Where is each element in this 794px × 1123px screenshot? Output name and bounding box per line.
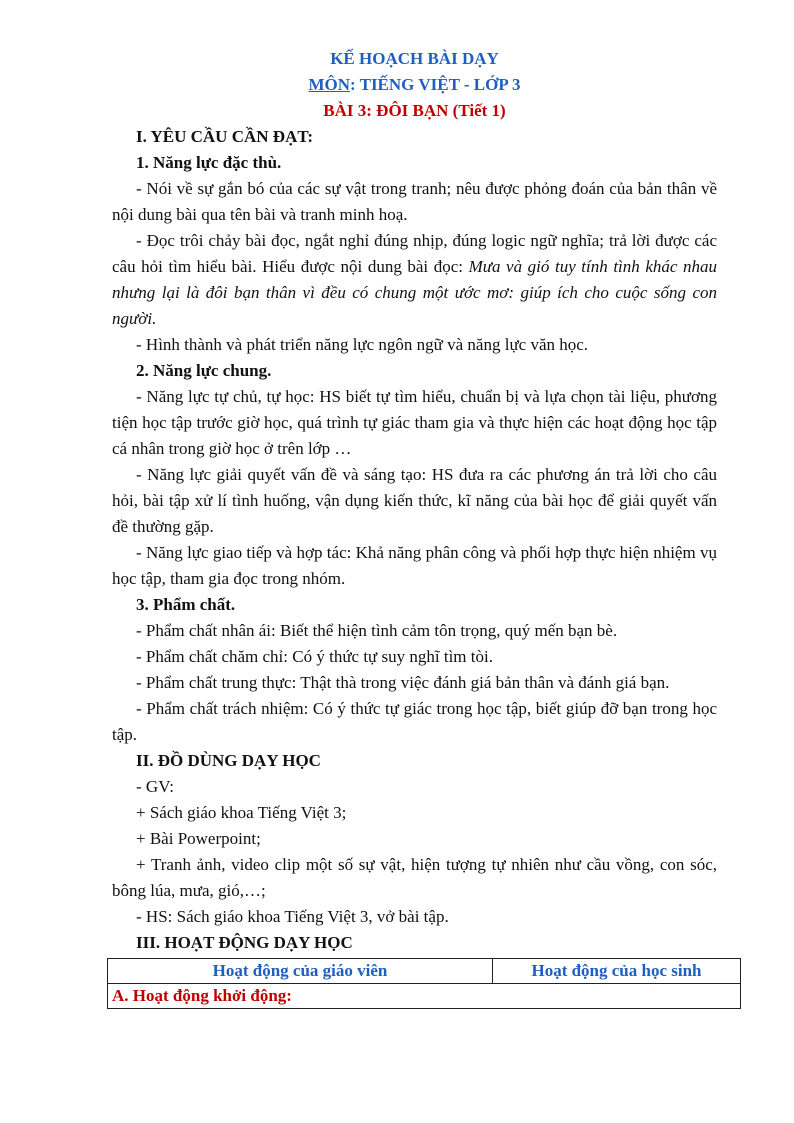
section2-heading: II. ĐỒ DÙNG DẠY HỌC: [136, 751, 321, 770]
list-item: - HS: Sách giáo khoa Tiếng Việt 3, vở bài tập.: [136, 907, 449, 926]
section1-sub1: 1. Năng lực đặc thù.: [136, 153, 282, 172]
section1-sub3: 3. Phẩm chất.: [136, 595, 236, 614]
paragraph: - Năng lực tự chủ, tự học: HS biết tự tìm hiểu, chuẩn bị và lựa chọn tài liệu, phương tiện học tập trước giờ học, quá trình tự giác tham gia và thực hiện các hoạt động học tập cá nhân trong giờ học ở trên lớp …: [112, 387, 717, 458]
paragraph: - Năng lực giải quyết vấn đề và sáng tạo: HS đưa ra các phương án trả lời cho câu hỏi, bài tập xử lí tình huống, vận dụng kiến thức, kĩ năng của bài học để giải quyết vấn đề thường gặp.: [112, 465, 717, 536]
lesson-title: BÀI 3: ĐÔI BẠN (Tiết 1): [323, 101, 506, 120]
list-item: - GV:: [136, 777, 174, 796]
paragraph: [112, 228, 717, 332]
row-activity-a: A. Hoạt động khởi động:: [108, 984, 741, 1009]
paragraph: - Phẩm chất trung thực: Thật thà trong việc đánh giá bản thân và đánh giá bạn.: [136, 673, 670, 692]
paragraph: - Phẩm chất nhân ái: Biết thể hiện tình cảm tôn trọng, quý mến bạn bè.: [136, 621, 618, 640]
doc-title: KẾ HOẠCH BÀI DẠY: [330, 49, 499, 68]
paragraph-italic: Mưa và gió tuy tính tình khác nhau nhưng lại là đôi bạn thân vì đều có chung một ước mơ: giúp ích cho cuộc sống con người.: [112, 257, 717, 328]
paragraph: - Năng lực giao tiếp và hợp tác: Khả năng phân công và phối hợp thực hiện nhiệm vụ học tập, tham gia đọc trong nhóm.: [112, 543, 717, 588]
paragraph: - Phẩm chất chăm chỉ: Có ý thức tự suy nghĩ tìm tòi.: [136, 647, 493, 666]
table-row: [108, 984, 741, 1009]
doc-subject: [112, 72, 717, 98]
list-item: + Tranh ảnh, video clip một số sự vật, hiện tượng tự nhiên như cầu vồng, con sóc, bông lúa, mưa, gió,…;: [112, 855, 717, 900]
col-student-header: Hoạt động của học sinh: [493, 959, 741, 984]
list-item: + Bài Powerpoint;: [136, 829, 261, 848]
subject-rest: : TIẾNG VIỆT - LỚP 3: [350, 75, 521, 94]
paragraph: - Phẩm chất trách nhiệm: Có ý thức tự giác trong học tập, biết giúp đỡ bạn trong học tập.: [112, 699, 717, 744]
section3-heading: III. HOẠT ĐỘNG DẠY HỌC: [136, 933, 353, 952]
paragraph: - Nói về sự gắn bó của các sự vật trong tranh; nêu được phỏng đoán của bản thân về nội dung bài qua tên bài và tranh minh hoạ.: [112, 179, 717, 224]
subject-label: MÔN: [308, 75, 350, 94]
section1-sub2: 2. Năng lực chung.: [136, 361, 272, 380]
paragraph: - Hình thành và phát triển năng lực ngôn ngữ và năng lực văn học.: [136, 335, 589, 354]
paragraph-plain: - Đọc trôi chảy bài đọc, ngắt nghỉ đúng nhịp, đúng logic ngữ nghĩa; trả lời được các câu hỏi tìm hiểu bài. Hiểu được nội dung bài đọc:: [112, 231, 717, 276]
section1-heading: I. YÊU CẦU CẦN ĐẠT:: [136, 127, 314, 146]
activity-table: [107, 958, 741, 1009]
list-item: + Sách giáo khoa Tiếng Việt 3;: [136, 803, 347, 822]
table-header-row: [108, 959, 741, 984]
col-teacher-header: Hoạt động của giáo viên: [108, 959, 493, 984]
